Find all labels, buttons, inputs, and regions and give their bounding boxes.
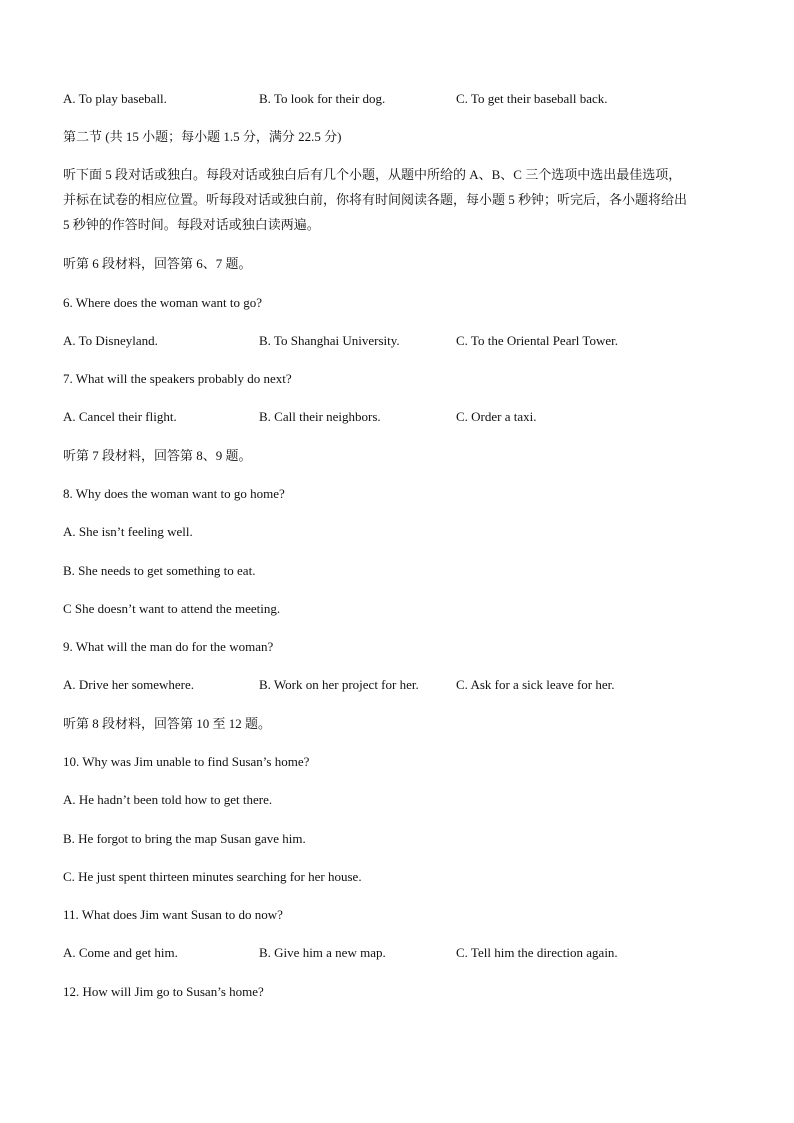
q9-stem: 9. What will the man do for the woman? [63,639,274,654]
q6-option-a: A. To Disneyland. [63,333,158,348]
q6-option-c: C. To the Oriental Pearl Tower. [456,333,618,348]
q8-option-a: A. She isn’t feeling well. [63,524,193,539]
q11-option-c: C. Tell him the direction again. [456,945,618,960]
instructions-line-1: 听下面 5 段对话或独白。每段对话或独白后有几个小题，从题中所给的 A、B、C 三个选项中选出最佳选项， [63,167,682,182]
q6-option-b: B. To Shanghai University. [259,333,400,348]
q8-option-c: C She doesn’t want to attend the meeting. [63,601,281,616]
q10-option-c: C. He just spent thirteen minutes searching for her house. [63,869,362,884]
q10-stem: 10. Why was Jim unable to find Susan’s home? [63,754,310,769]
q12-stem: 12. How will Jim go to Susan’s home? [63,984,264,999]
q9-option-b: B. Work on her project for her. [259,677,419,692]
q11-option-a: A. Come and get him. [63,945,178,960]
section-heading: 第二节 (共 15 小题；每小题 1.5 分，满分 22.5 分) [63,129,342,144]
q6-stem: 6. Where does the woman want to go? [63,295,263,310]
q10-option-a: A. He hadn’t been told how to get there. [63,792,273,807]
q5-option-a: A. To play baseball. [63,91,167,106]
instructions-line-3: 5 秒钟的作答时间。每段对话或独白读两遍。 [63,217,320,232]
q7-option-b: B. Call their neighbors. [259,409,381,424]
passage-8-label: 听第 8 段材料，回答第 10 至 12 题。 [63,716,272,731]
q5-option-b: B. To look for their dog. [259,91,386,106]
q8-option-b: B. She needs to get something to eat. [63,563,256,578]
q11-option-b: B. Give him a new map. [259,945,386,960]
q11-stem: 11. What does Jim want Susan to do now? [63,907,283,922]
q5-option-c: C. To get their baseball back. [456,91,608,106]
q9-option-a: A. Drive her somewhere. [63,677,195,692]
q10-option-b: B. He forgot to bring the map Susan gave him. [63,831,306,846]
q7-stem: 7. What will the speakers probably do next? [63,371,292,386]
passage-6-label: 听第 6 段材料，回答第 6、7 题。 [63,256,252,271]
q9-option-c: C. Ask for a sick leave for her. [456,677,615,692]
q8-stem: 8. Why does the woman want to go home? [63,486,285,501]
q7-option-c: C. Order a taxi. [456,409,537,424]
passage-7-label: 听第 7 段材料，回答第 8、9 题。 [63,448,252,463]
q7-option-a: A. Cancel their flight. [63,409,177,424]
instructions-line-2: 并标在试卷的相应位置。听每段对话或独白前，你将有时间阅读各题，每小题 5 秒钟；听完后，各小题将给出 [63,192,688,207]
